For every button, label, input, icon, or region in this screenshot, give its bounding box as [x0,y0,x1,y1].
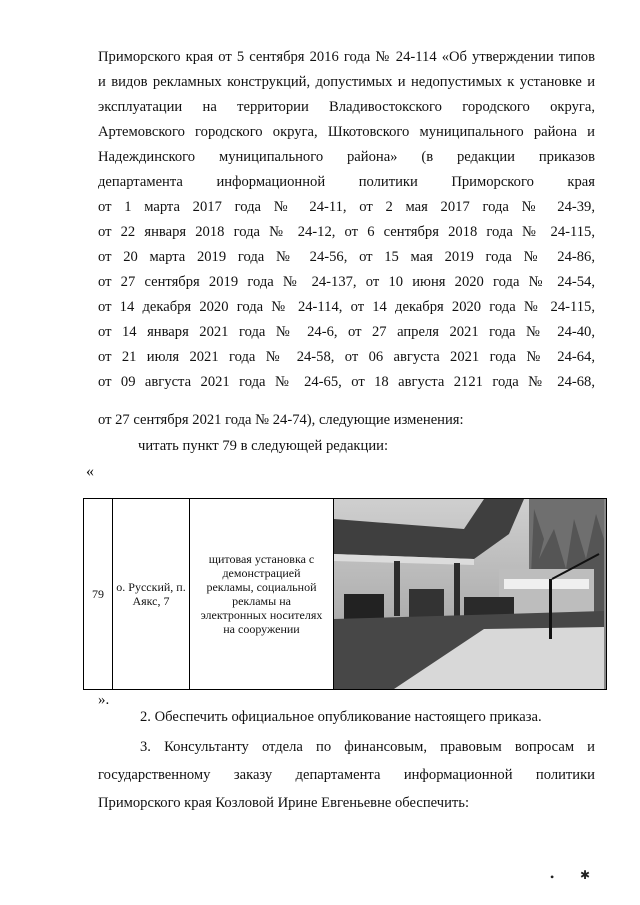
text-line: от 21 июля 2021 года № 24-58, от 06 августа 2021 года № 24-64, [98,349,595,365]
opening-quote: « [86,463,94,480]
item-2: 2. Обеспечить официальное опубликование настоящего приказа. [140,709,542,725]
text-line: департамента информационной политики Приморского края [98,174,595,190]
text-line: от 27 сентября 2019 года № 24-137, от 10 июня 2020 года № 24-54, [98,274,595,290]
text-line: от 20 марта 2019 года № 24-56, от 15 мая 2019 года № 24-86, [98,249,595,265]
text-line: от 1 марта 2017 года № 24-11, от 2 мая 2017 года № 24-39, [98,199,595,215]
text-line: от 22 января 2018 года № 24-12, от 6 сентября 2018 года № 24-115, [98,224,595,240]
location-cell: о. Русский, п. Аякс, 7 [113,499,190,690]
table-row [84,499,607,690]
text-line: от 14 декабря 2020 года № 24-114, от 14 декабря 2020 года № 24-115, [98,299,595,315]
closing-quote: ». [98,692,110,708]
advertising-structure-table [83,498,607,690]
scan-speck-icon: • [550,870,555,884]
text-line: Надеждинского муниципального района» (в редакции приказов [98,149,595,165]
scan-speck-icon: ✱ [580,868,591,882]
row-number-cell: 79 [84,499,113,690]
text-line: от 27 сентября 2021 года № 24-74), следующие изменения: [98,412,464,428]
text-line: 3. Консультанту отдела по финансовым, правовым вопросам и [140,739,595,755]
description-text: щитовая установка с демонстрацией рекламы, социальной рекламы на электронных носителях на сооружении [200,552,323,636]
text-line: эксплуатации на территории Владивостокского городского округа, [98,99,595,115]
text-line: государственному заказу департамента информационной политики [98,767,595,783]
text-line: и видов рекламных конструкций, допустимых и недопустимых к установке и [98,74,595,90]
text-line: Артемовского городского округа, Шкотовского муниципального района и [98,124,595,140]
instruction-line: читать пункт 79 в следующей редакции: [138,438,389,454]
description-cell [190,499,334,690]
gas-station-photo-icon [334,499,604,689]
text-line: от 09 августа 2021 года № 24-65, от 18 августа 2121 года № 24-68, [98,374,595,390]
site-photo [334,499,606,689]
text-line: от 14 января 2021 года № 24-6, от 27 апреля 2021 года № 24-40, [98,324,595,340]
text-line: Приморского края Козловой Ирине Евгеньевне обеспечить: [98,795,470,811]
photo-cell [334,499,607,690]
text-line: Приморского края от 5 сентября 2016 года № 24-114 «Об утверждении типов [98,49,595,65]
